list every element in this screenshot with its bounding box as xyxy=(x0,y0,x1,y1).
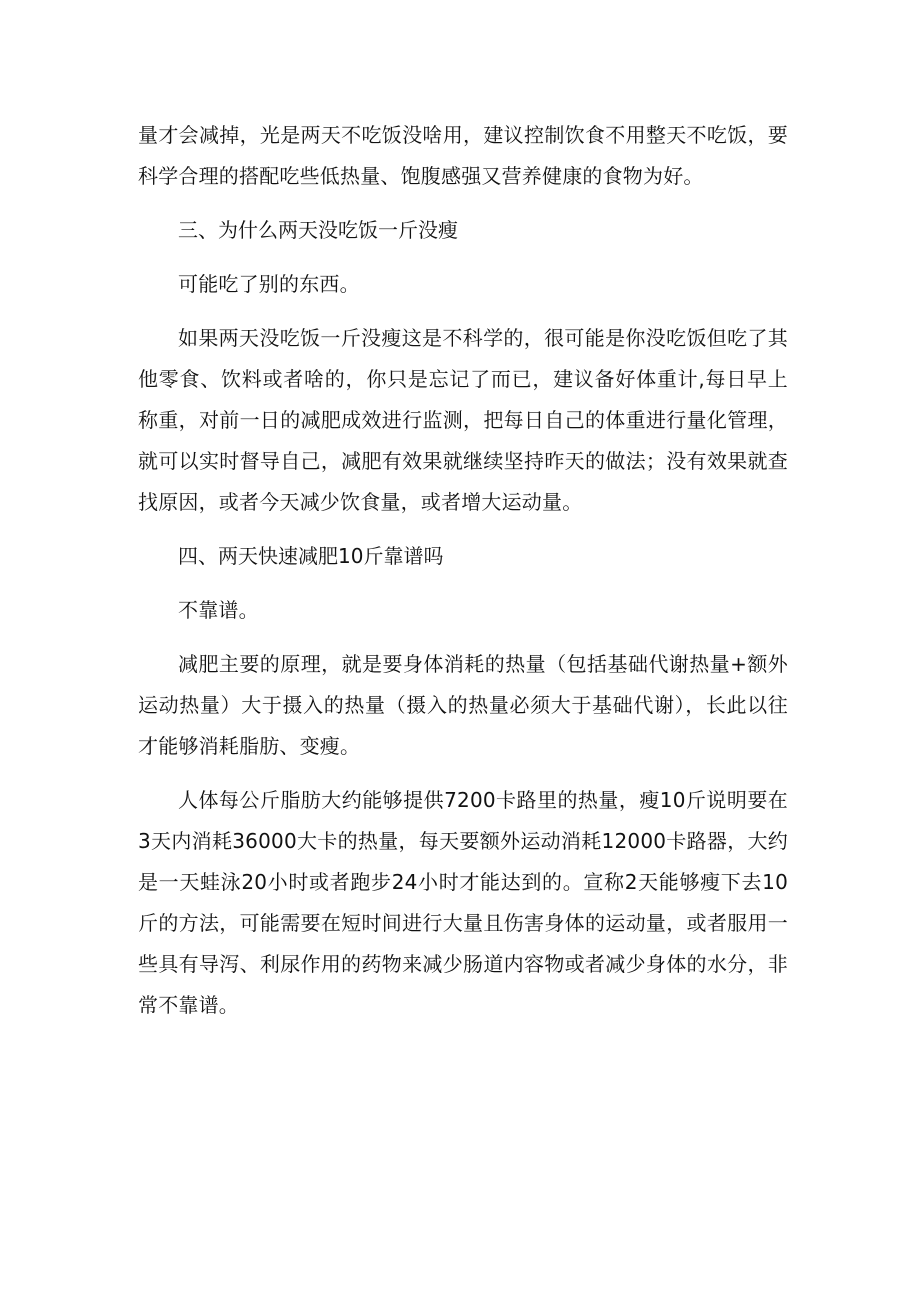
section-heading-3: 三、为什么两天没吃饭一斤没瘦 xyxy=(178,218,458,242)
paragraph-calculation-4: 人体每公斤脂肪大约能够提供7200卡路里的热量，瘦10斤说明要在3天内消耗36000大卡的热量，每天要额外运动消耗12000卡路器，大约是一天蛙泳20小时或者跑步24小时才能达到的。宣称2天能够瘦下去10斤的方法，可能需要在短时间进行大量且伤害身体的运动量，或者服用一些具有导泻、利尿作用的药物来减少肠道内容物或者减少身体的水分，非常不靠谱。 xyxy=(138,788,788,1017)
paragraph-short-answer-4: 不靠谱。 xyxy=(178,598,259,622)
section-heading-4: 四、两天快速减肥10斤靠谱吗 xyxy=(178,544,444,568)
paragraph-continuation: 量才会减掉，光是两天不吃饭没啥用，建议控制饮食不用整天不吃饭，要科学合理的搭配吃些低热量、饱腹感强又营养健康的食物为好。 xyxy=(138,123,788,188)
paragraph-principle-4: 减肥主要的原理，就是要身体消耗的热量（包括基础代谢热量+额外运动热量）大于摄入的热量（摄入的热量必须大于基础代谢），长此以往才能够消耗脂肪、变瘦。 xyxy=(138,652,788,758)
document-body xyxy=(138,115,788,1039)
paragraph-explanation-3: 如果两天没吃饭一斤没瘦这是不科学的，很可能是你没吃饭但吃了其他零食、饮料或者啥的，你只是忘记了而已，建议备好体重计,每日早上称重，对前一日的减肥成效进行监测，把每日自己的体重进行量化管理，就可以实时督导自己，减肥有效果就继续坚持昨天的做法；没有效果就查找原因，或者今天减少饮食量，或者增大运动量。 xyxy=(138,326,788,514)
paragraph-short-answer-3: 可能吃了别的东西。 xyxy=(178,272,360,296)
